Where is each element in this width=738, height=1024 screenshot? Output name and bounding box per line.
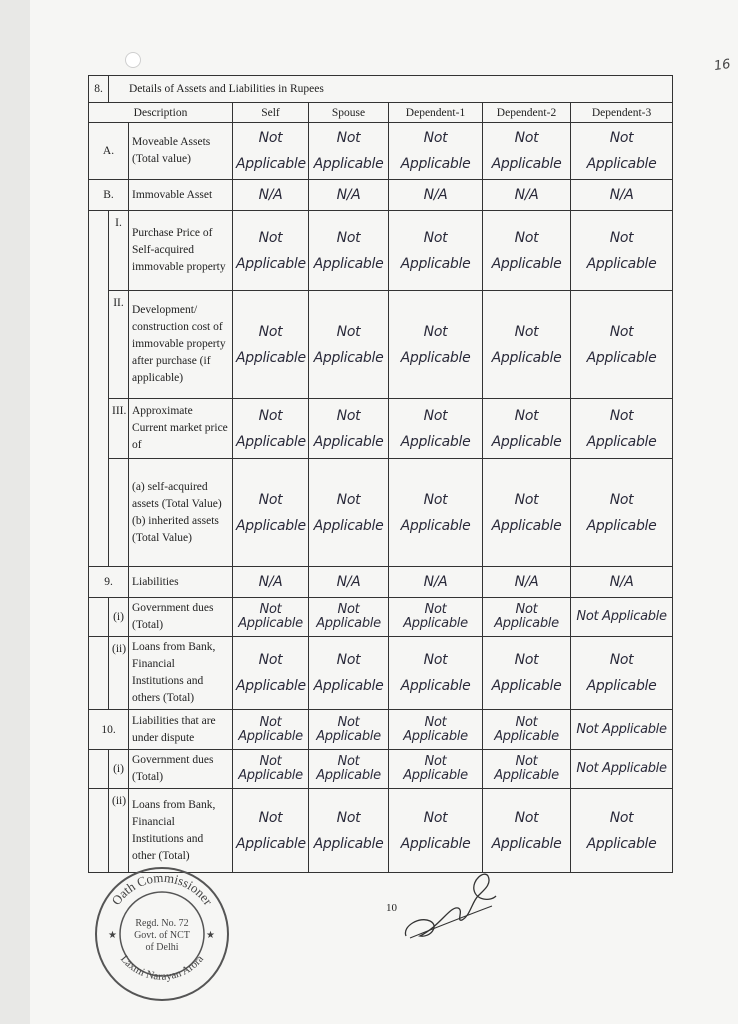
header-spouse: Spouse [309,103,389,123]
stamp-line-2: Govt. of NCT [134,930,190,941]
dependent-1-value: Not Applicable [389,291,483,399]
dependent-1-value: Not Applicable [389,211,483,291]
dependent-3-value: Not Applicable [571,598,673,637]
stamp-outer-text: Oath Commissioner [108,869,216,908]
row-development-cost [89,291,673,399]
row-code: 10. [89,710,129,750]
row-label [129,123,233,180]
punch-hole [125,52,141,68]
dependent-2-value: Not Applicable [483,750,571,789]
row-government-dues [89,598,673,637]
self-value: Not Applicable [233,750,309,789]
row-disputed-liabilities [89,710,673,750]
dependent-2-value: Not Applicable [483,789,571,873]
section-title-row [89,76,673,103]
spouse-value: Not Applicable [309,789,389,873]
signature [400,866,500,946]
row-label: Liabilities that are under dispute [129,710,233,750]
row-code: I. [109,211,129,291]
row-disputed-bank-loans [89,789,673,873]
indent-cell [89,750,109,789]
stamp-line-3: of Delhi [145,942,179,953]
self-value: Not Applicable [233,789,309,873]
self-value: Not Applicable [233,710,309,750]
row-label: Government dues (Total) [129,598,233,637]
row-disputed-government-dues [89,750,673,789]
indent-cell [89,211,109,567]
self-acquired-label: (a) self-acquired assets (Total Value) [132,480,222,510]
dependent-3-value: Not Applicable [571,459,673,567]
indent-cell [89,598,109,637]
header-description: Description [89,103,233,123]
row-code: A. [89,123,129,180]
star-icon: ★ [206,930,215,941]
self-value: N/A [233,567,309,598]
spouse-value: Not Applicable [309,291,389,399]
dependent-1-value: Not Applicable [389,598,483,637]
self-value: Not Applicable [233,291,309,399]
header-self: Self [233,103,309,123]
row-code: 9. [89,567,129,598]
dependent-1-value: Not Applicable [389,750,483,789]
row-label: Liabilities [129,567,233,598]
spouse-value: Not Applicable [309,710,389,750]
page-number: 10 [386,902,397,914]
dependent-3-value: Not Applicable [571,399,673,459]
dependent-3-value: Not Applicable [571,291,673,399]
assets-liabilities-table [88,75,673,873]
dependent-3-value: Not Applicable [571,789,673,873]
spouse-value: Not Applicable [309,637,389,710]
dependent-2-value: Not Applicable [483,291,571,399]
header-dependent-3: Dependent-3 [571,103,673,123]
row-self-acquired-inherited [89,459,673,567]
row-label: Development/ construction cost of immovable property after purchase (if applicable) [129,291,233,399]
spouse-value: N/A [309,567,389,598]
dependent-2-value: N/A [483,567,571,598]
dependent-1-value: Not Applicable [389,637,483,710]
dependent-2-value: Not Applicable [483,123,571,180]
self-value: Not Applicable [233,123,309,180]
spouse-value: N/A [309,180,389,211]
row-label [129,459,233,567]
dependent-3-value: Not Applicable [571,710,673,750]
row-current-market-price [89,399,673,459]
row-code: B. [89,180,129,211]
dependent-3-value: Not Applicable [571,637,673,710]
row-code: (i) [109,750,129,789]
spouse-value: Not Applicable [309,211,389,291]
spouse-value: Not Applicable [309,750,389,789]
stamp-line-1: Regd. No. 72 [135,918,189,929]
dependent-1-value: Not Applicable [389,710,483,750]
dependent-3-value: Not Applicable [571,211,673,291]
row-label: Government dues (Total) [129,750,233,789]
self-value: Not Applicable [233,598,309,637]
row-label: Loans from Bank, Financial Institutions and other (Total) [129,789,233,873]
self-value: Not Applicable [233,637,309,710]
row-code: II. [109,291,129,399]
indent-cell [89,637,109,710]
corner-page-mark: 16 [713,56,732,75]
row-label: Approximate Current market price of [129,399,233,459]
dependent-1-value: Not Applicable [389,789,483,873]
header-dependent-1: Dependent-1 [389,103,483,123]
dependent-1-value: Not Applicable [389,459,483,567]
row-liabilities [89,567,673,598]
row-code: (i) [109,598,129,637]
spouse-value: Not Applicable [309,598,389,637]
indent-cell [89,789,109,873]
row-moveable-assets [89,123,673,180]
row-code: III. [109,399,129,459]
section-number: 8. [89,76,109,103]
star-icon: ★ [108,930,117,941]
dependent-1-value: Not Applicable [389,399,483,459]
dependent-3-value: N/A [571,180,673,211]
spouse-value: Not Applicable [309,399,389,459]
total-value-label: (Total value) [132,153,191,165]
row-immovable-asset [89,180,673,211]
row-label: Immovable Asset [129,180,233,211]
self-value: Not Applicable [233,459,309,567]
row-code: (ii) [109,789,129,873]
row-purchase-price [89,211,673,291]
inherited-label: (b) inherited assets (Total Value) [132,514,219,544]
dependent-2-value: Not Applicable [483,399,571,459]
row-code-empty [109,459,129,567]
row-bank-loans [89,637,673,710]
dependent-1-value: N/A [389,567,483,598]
row-label: Purchase Price of Self-acquired immovable property [129,211,233,291]
stamp-bottom-text: Laxmi Narayan Arora [117,953,207,983]
self-value: Not Applicable [233,399,309,459]
row-label: Loans from Bank, Financial Institutions and others (Total) [129,637,233,710]
self-value: N/A [233,180,309,211]
dependent-2-value: N/A [483,180,571,211]
dependent-1-value: N/A [389,180,483,211]
oath-commissioner-stamp [92,862,232,1002]
header-row [89,103,673,123]
dependent-2-value: Not Applicable [483,459,571,567]
self-value: Not Applicable [233,211,309,291]
dependent-2-value: Not Applicable [483,637,571,710]
header-dependent-2: Dependent-2 [483,103,571,123]
dependent-2-value: Not Applicable [483,211,571,291]
row-code: (ii) [109,637,129,710]
dependent-2-value: Not Applicable [483,598,571,637]
section-title: Details of Assets and Liabilities in Rupees [109,76,673,103]
dependent-3-value: Not Applicable [571,123,673,180]
spouse-value: Not Applicable [309,123,389,180]
spouse-value: Not Applicable [309,459,389,567]
dependent-1-value: Not Applicable [389,123,483,180]
dependent-2-value: Not Applicable [483,710,571,750]
dependent-3-value: N/A [571,567,673,598]
moveable-assets-label: Moveable Assets [132,136,211,148]
dependent-3-value: Not Applicable [571,750,673,789]
